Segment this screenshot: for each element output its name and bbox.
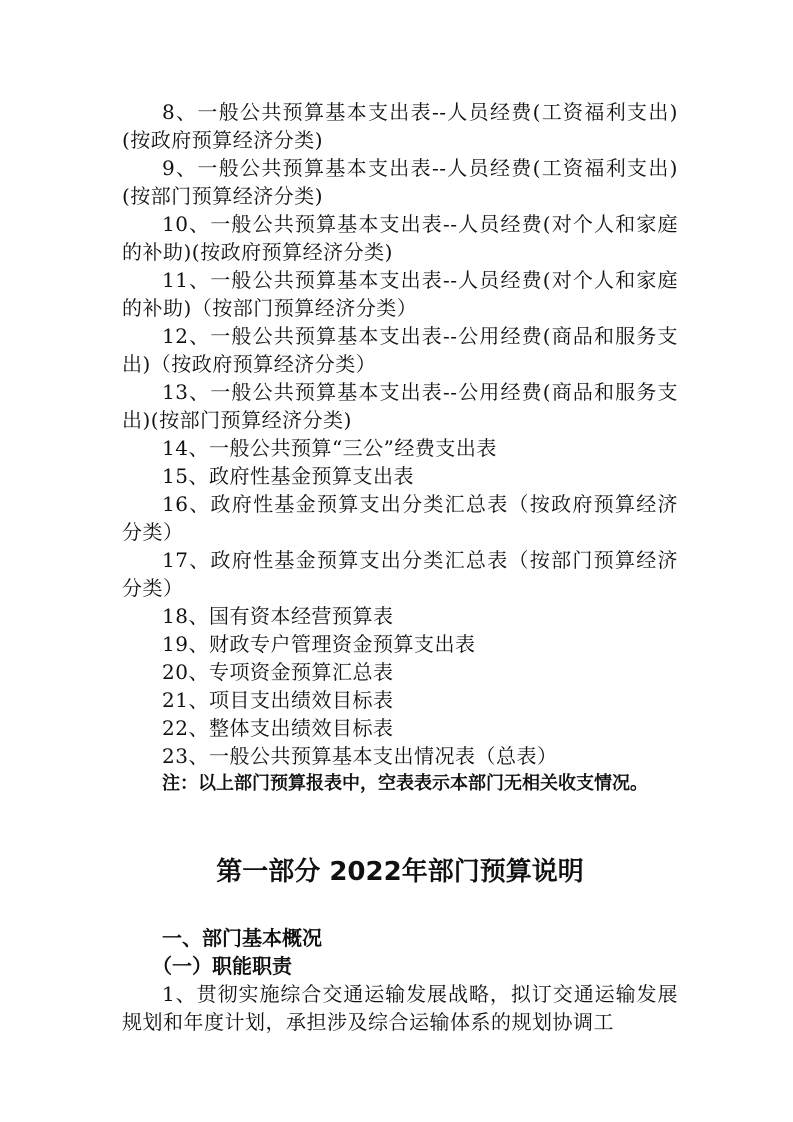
list-item: 14、一般公共预算“三公”经费支出表 (162, 436, 497, 460)
list-item: 13、一般公共预算基本支出表--公用经费(商品和服务支出)(按部门预算经济分类) (122, 380, 678, 432)
list-item: 19、财政专户管理资金预算支出表 (162, 632, 476, 656)
report-list (122, 98, 678, 770)
list-item: 15、政府性基金预算支出表 (162, 464, 414, 488)
page-content (122, 98, 678, 1036)
list-item: 21、项目支出绩效目标表 (162, 688, 394, 712)
body-paragraph: 1、贯彻实施综合交通运输发展战略，拟订交通运输发展规划和年度计划，承担涉及综合运输体系的规划协调工 (122, 982, 678, 1034)
list-item: 20、专项资金预算汇总表 (162, 660, 394, 684)
list-item: 23、一般公共预算基本支出情况表（总表） (162, 744, 558, 768)
table-note: 注：以上部门预算报表中，空表表示本部门无相关收支情况。 (162, 773, 648, 794)
list-item: 9、一般公共预算基本支出表--人员经费(工资福利支出)(按部门预算经济分类) (122, 156, 678, 208)
list-item: 12、一般公共预算基本支出表--公用经费(商品和服务支出)（按政府预算经济分类） (122, 324, 678, 376)
list-item: 18、国有资本经营预算表 (162, 604, 394, 628)
list-item: 16、政府性基金预算支出分类汇总表（按政府预算经济分类） (122, 492, 678, 544)
list-item: 22、整体支出绩效目标表 (162, 716, 394, 740)
list-item: 10、一般公共预算基本支出表--人员经费(对个人和家庭的补助)(按政府预算经济分类) (122, 212, 678, 264)
list-item: 17、政府性基金预算支出分类汇总表（按部门预算经济分类） (122, 548, 678, 600)
list-item: 11、一般公共预算基本支出表--人员经费(对个人和家庭的补助)（按部门预算经济分类） (122, 268, 678, 320)
part-title: 第一部分 2022年部门预算说明 (216, 857, 584, 887)
section-heading: 一、部门基本概况 (162, 926, 322, 950)
list-item: 8、一般公共预算基本支出表--人员经费(工资福利支出)(按政府预算经济分类) (122, 100, 678, 152)
subsection-heading: （一）职能职责 (152, 954, 292, 978)
